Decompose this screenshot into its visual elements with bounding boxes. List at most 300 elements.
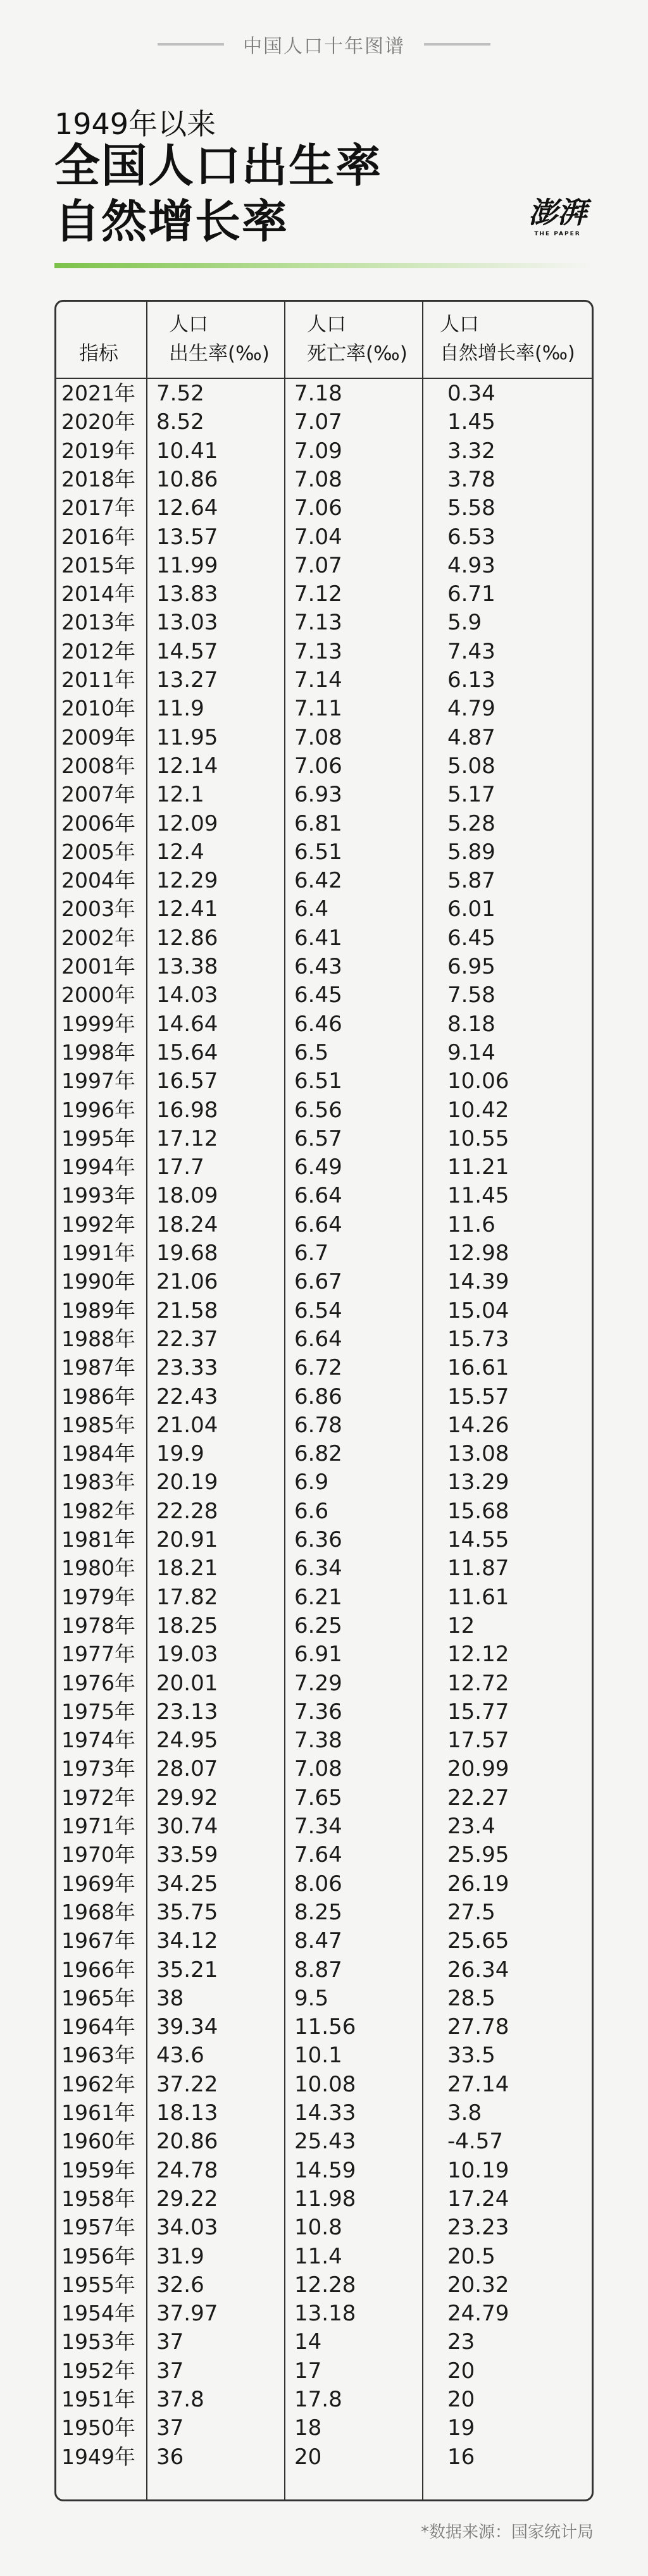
table-row [56, 1697, 592, 1726]
table-row [56, 2012, 592, 2041]
year-cell: 2011年 [61, 667, 135, 692]
death-rate-cell: 6.7 [294, 1241, 329, 1266]
death-rate-cell: 14 [294, 2329, 322, 2355]
death-rate-cell: 17.8 [294, 2387, 342, 2412]
table-row [56, 2070, 592, 2098]
death-rate-cell: 7.07 [294, 409, 342, 435]
year-cell: 2019年 [61, 438, 135, 463]
table-row [56, 1038, 592, 1067]
year-cell: 2020年 [61, 409, 135, 435]
header-growth-rate-line1: 人口 [440, 313, 479, 336]
table-row [56, 1840, 592, 1869]
accent-bar [54, 263, 594, 268]
growth-rate-cell: 6.13 [447, 667, 495, 693]
birth-rate-cell: 29.92 [156, 1785, 218, 1811]
table-row [56, 551, 592, 579]
death-rate-cell: 6.57 [294, 1125, 342, 1151]
death-rate-cell: 7.07 [294, 552, 342, 578]
growth-rate-cell: 8.18 [447, 1011, 495, 1037]
growth-rate-cell: 4.87 [447, 724, 495, 750]
year-cell: 1977年 [61, 1642, 135, 1667]
growth-rate-cell: 20 [447, 2358, 475, 2384]
year-cell: 1966年 [61, 1957, 135, 1982]
growth-rate-cell: 11.61 [447, 1584, 509, 1610]
caption-rule-right [424, 43, 490, 46]
death-rate-cell: 7.18 [294, 381, 342, 406]
header-birth-rate-line1: 人口 [169, 313, 208, 336]
death-rate-cell: 14.33 [294, 2100, 356, 2126]
death-rate-cell: 6.46 [294, 1011, 342, 1037]
year-cell: 2003年 [61, 896, 135, 922]
growth-rate-cell: 19 [447, 2415, 475, 2441]
birth-rate-cell: 39.34 [156, 2014, 218, 2040]
birth-rate-cell: 18.25 [156, 1613, 218, 1638]
table-row [56, 1296, 592, 1325]
death-rate-cell: 6.82 [294, 1441, 342, 1467]
growth-rate-cell: 15.77 [447, 1699, 509, 1725]
table-row [56, 1353, 592, 1382]
birth-rate-cell: 22.28 [156, 1498, 218, 1524]
growth-rate-cell: 11.6 [447, 1211, 495, 1237]
death-rate-cell: 6.51 [294, 1068, 342, 1094]
death-rate-cell: 7.34 [294, 1814, 342, 1839]
year-cell: 1998年 [61, 1039, 135, 1065]
birth-rate-cell: 37 [156, 2329, 184, 2355]
svg-text:澎湃: 澎湃 [528, 195, 587, 230]
growth-rate-cell: 3.8 [447, 2100, 482, 2126]
birth-rate-cell: 21.06 [156, 1269, 218, 1295]
source-note: *数据来源：国家统计局 [420, 2523, 594, 2542]
table-row [56, 1898, 592, 1926]
growth-rate-cell: 10.42 [447, 1097, 509, 1123]
birth-rate-cell: 36 [156, 2444, 184, 2470]
year-cell: 2017年 [61, 495, 135, 521]
birth-rate-cell: 11.99 [156, 552, 218, 578]
birth-rate-cell: 13.57 [156, 524, 218, 550]
growth-rate-cell: 15.57 [447, 1384, 509, 1409]
birth-rate-cell: 37 [156, 2415, 184, 2441]
birth-rate-cell: 20.01 [156, 1670, 218, 1696]
growth-rate-cell: 7.43 [447, 638, 495, 664]
year-cell: 2014年 [61, 581, 135, 607]
table-row [56, 1955, 592, 1984]
table-row [56, 1525, 592, 1554]
year-cell: 1978年 [61, 1613, 135, 1638]
death-rate-cell: 6.49 [294, 1155, 342, 1180]
table-row [56, 1325, 592, 1353]
growth-rate-cell: 20.32 [447, 2272, 509, 2298]
table-row [56, 1010, 592, 1038]
birth-rate-cell: 35.75 [156, 1899, 218, 1925]
death-rate-cell: 6.25 [294, 1613, 342, 1638]
year-cell: 2021年 [61, 381, 135, 406]
birth-rate-cell: 21.58 [156, 1297, 218, 1323]
growth-rate-cell: 5.17 [447, 782, 495, 808]
growth-rate-cell: 17.24 [447, 2186, 509, 2212]
birth-rate-cell: 28.07 [156, 1756, 218, 1782]
year-cell: 2010年 [61, 696, 135, 721]
svg-text:THE PAPER: THE PAPER [534, 231, 581, 237]
table-row [56, 1239, 592, 1267]
growth-rate-cell: 5.9 [447, 610, 482, 636]
death-rate-cell: 6.78 [294, 1412, 342, 1438]
death-rate-cell: 7.06 [294, 753, 342, 779]
table-row [56, 1640, 592, 1668]
table-row [56, 981, 592, 1009]
death-rate-cell: 6.56 [294, 1097, 342, 1123]
table-row [56, 2184, 592, 2213]
growth-rate-cell: 14.55 [447, 1527, 509, 1552]
header-indicator [56, 302, 146, 378]
birth-rate-cell: 7.52 [156, 381, 204, 406]
year-cell: 1969年 [61, 1871, 135, 1896]
birth-rate-cell: 13.38 [156, 954, 218, 979]
birth-rate-cell: 22.43 [156, 1384, 218, 1409]
birth-rate-cell: 14.03 [156, 982, 218, 1008]
death-rate-cell: 6.41 [294, 925, 342, 951]
table-row [56, 465, 592, 493]
growth-rate-cell: 5.87 [447, 868, 495, 894]
death-rate-cell: 13.18 [294, 2301, 356, 2327]
death-rate-cell: 6.67 [294, 1269, 342, 1295]
caption-rule-left [158, 43, 224, 46]
growth-rate-cell: 28.5 [447, 1985, 495, 2011]
birth-rate-cell: 43.6 [156, 2043, 204, 2069]
table-row [56, 1554, 592, 1582]
year-cell: 1961年 [61, 2100, 135, 2125]
table-row [56, 2443, 592, 2471]
birth-rate-cell: 14.57 [156, 638, 218, 664]
birth-rate-cell: 16.98 [156, 1097, 218, 1123]
table-row [56, 1267, 592, 1296]
table-row [56, 866, 592, 895]
birth-rate-cell: 13.27 [156, 667, 218, 693]
year-cell: 1985年 [61, 1412, 135, 1437]
growth-rate-cell: 20.5 [447, 2243, 495, 2269]
table-row [56, 1382, 592, 1411]
table-row [56, 2098, 592, 2127]
table-row [56, 1669, 592, 1697]
growth-rate-cell: 17.57 [447, 1728, 509, 1754]
growth-rate-cell: 6.71 [447, 581, 495, 607]
year-cell: 1993年 [61, 1183, 135, 1208]
death-rate-cell: 6.4 [294, 896, 329, 922]
table-row [56, 1153, 592, 1181]
death-rate-cell: 6.5 [294, 1039, 329, 1065]
death-rate-cell: 7.08 [294, 724, 342, 750]
death-rate-cell: 14.59 [294, 2157, 356, 2183]
birth-rate-cell: 12.86 [156, 925, 218, 951]
table-row [56, 1926, 592, 1955]
table-row [56, 1067, 592, 1095]
growth-rate-cell: 25.65 [447, 1928, 509, 1954]
table-row [56, 924, 592, 952]
growth-rate-cell: 9.14 [447, 1039, 495, 1065]
growth-rate-cell: 6.01 [447, 896, 495, 922]
death-rate-cell: 20 [294, 2444, 322, 2470]
birth-rate-cell: 20.91 [156, 1527, 218, 1552]
birth-rate-cell: 17.12 [156, 1125, 218, 1151]
birth-rate-cell: 17.82 [156, 1584, 218, 1610]
table-row [56, 1181, 592, 1210]
table-row [56, 2413, 592, 2442]
birth-rate-cell: 13.83 [156, 581, 218, 607]
year-cell: 2007年 [61, 782, 135, 807]
birth-rate-cell: 24.78 [156, 2157, 218, 2183]
table-row [56, 2385, 592, 2413]
table-row [56, 1726, 592, 1754]
growth-rate-cell: 12.98 [447, 1241, 509, 1266]
year-cell: 2004年 [61, 868, 135, 893]
death-rate-cell: 6.51 [294, 839, 342, 865]
year-cell: 1973年 [61, 1756, 135, 1781]
year-cell: 2018年 [61, 466, 135, 492]
table-row [56, 2127, 592, 2155]
top-caption-text: 中国人口十年图谱 [243, 35, 405, 58]
table-row [56, 838, 592, 866]
top-caption [0, 32, 648, 57]
birth-rate-cell: 24.95 [156, 1728, 218, 1754]
year-cell: 1963年 [61, 2043, 135, 2068]
header-death-rate-line2: 死亡率(‰) [307, 342, 408, 365]
year-cell: 1981年 [61, 1527, 135, 1552]
table-row [56, 1439, 592, 1468]
growth-rate-cell: 13.29 [447, 1470, 509, 1495]
birth-rate-cell: 12.64 [156, 495, 218, 521]
death-rate-cell: 11.56 [294, 2014, 356, 2040]
growth-rate-cell: 10.55 [447, 1125, 509, 1151]
table-row [56, 2299, 592, 2327]
death-rate-cell: 6.6 [294, 1498, 329, 1524]
death-rate-cell: 7.12 [294, 581, 342, 607]
table-row [56, 1497, 592, 1525]
birth-rate-cell: 18.09 [156, 1183, 218, 1209]
birth-rate-cell: 37 [156, 2358, 184, 2384]
growth-rate-cell: 5.89 [447, 839, 495, 865]
table-row [56, 895, 592, 923]
table-row [56, 437, 592, 465]
growth-rate-cell: 27.5 [447, 1899, 495, 1925]
birth-rate-cell: 19.9 [156, 1441, 204, 1467]
year-cell: 1953年 [61, 2329, 135, 2355]
page-title [54, 138, 382, 249]
year-cell: 1951年 [61, 2387, 135, 2412]
birth-rate-cell: 21.04 [156, 1412, 218, 1438]
table-row [56, 493, 592, 522]
death-rate-cell: 6.36 [294, 1527, 342, 1552]
growth-rate-cell: 26.19 [447, 1871, 509, 1897]
table-row [56, 752, 592, 780]
table-row [56, 2327, 592, 2356]
birth-rate-cell: 14.64 [156, 1011, 218, 1037]
year-cell: 1976年 [61, 1670, 135, 1695]
year-cell: 1950年 [61, 2415, 135, 2441]
table-row [56, 694, 592, 722]
death-rate-cell: 8.06 [294, 1871, 342, 1897]
birth-rate-cell: 10.41 [156, 438, 218, 464]
table-row [56, 2270, 592, 2299]
year-cell: 1990年 [61, 1269, 135, 1294]
birth-rate-cell: 12.29 [156, 868, 218, 894]
growth-rate-cell: 5.58 [447, 495, 495, 521]
year-cell: 1986年 [61, 1384, 135, 1409]
year-cell: 1968年 [61, 1899, 135, 1924]
header-growth-rate-line2: 自然增长率(‰) [440, 342, 575, 364]
subtitle: 1949年以来 [54, 107, 216, 141]
growth-rate-cell: 25.95 [447, 1842, 509, 1868]
data-table [54, 300, 594, 2501]
table-row [56, 1611, 592, 1640]
death-rate-cell: 17 [294, 2358, 322, 2384]
death-rate-cell: 12.28 [294, 2272, 356, 2298]
death-rate-cell: 6.21 [294, 1584, 342, 1610]
table-row [56, 523, 592, 551]
year-cell: 2012年 [61, 638, 135, 664]
death-rate-cell: 6.9 [294, 1470, 329, 1495]
year-cell: 1995年 [61, 1125, 135, 1151]
year-cell: 1991年 [61, 1241, 135, 1265]
death-rate-cell: 11.98 [294, 2186, 356, 2212]
year-cell: 1999年 [61, 1011, 135, 1036]
birth-rate-cell: 15.64 [156, 1039, 218, 1065]
growth-rate-cell: 15.73 [447, 1326, 509, 1352]
year-cell: 1997年 [61, 1068, 135, 1094]
table-row [56, 1411, 592, 1439]
growth-rate-cell: 23.4 [447, 1814, 495, 1839]
year-cell: 1984年 [61, 1441, 135, 1466]
death-rate-cell: 8.87 [294, 1957, 342, 1983]
growth-rate-cell: 15.68 [447, 1498, 509, 1524]
year-cell: 1965年 [61, 1985, 135, 2010]
birth-rate-cell: 37.22 [156, 2071, 218, 2097]
growth-rate-cell: 5.08 [447, 753, 495, 779]
birth-rate-cell: 38 [156, 1985, 184, 2011]
growth-rate-cell: 11.21 [447, 1155, 509, 1180]
birth-rate-cell: 12.14 [156, 753, 218, 779]
birth-rate-cell: 18.21 [156, 1556, 218, 1582]
growth-rate-cell: 27.14 [447, 2071, 509, 2097]
birth-rate-cell: 33.59 [156, 1842, 218, 1868]
growth-rate-cell: 24.79 [447, 2301, 509, 2327]
table-row [56, 952, 592, 981]
header-indicator-label: 指标 [79, 342, 118, 365]
year-cell: 1980年 [61, 1556, 135, 1581]
year-cell: 1949年 [61, 2444, 135, 2469]
table-row [56, 780, 592, 808]
birth-rate-cell: 11.95 [156, 724, 218, 750]
birth-rate-cell: 20.19 [156, 1470, 218, 1495]
death-rate-cell: 6.64 [294, 1211, 342, 1237]
year-cell: 1964年 [61, 2014, 135, 2040]
birth-rate-cell: 11.9 [156, 696, 204, 722]
birth-rate-cell: 16.57 [156, 1068, 218, 1094]
birth-rate-cell: 8.52 [156, 409, 204, 435]
birth-rate-cell: 34.12 [156, 1928, 218, 1954]
year-cell: 2000年 [61, 982, 135, 1008]
year-cell: 1996年 [61, 1097, 135, 1122]
birth-rate-cell: 29.22 [156, 2186, 218, 2212]
death-rate-cell: 6.42 [294, 868, 342, 894]
year-cell: 1967年 [61, 1928, 135, 1954]
death-rate-cell: 10.8 [294, 2215, 342, 2241]
death-rate-cell: 6.81 [294, 810, 342, 836]
year-cell: 2006年 [61, 810, 135, 836]
year-cell: 1992年 [61, 1211, 135, 1237]
year-cell: 1970年 [61, 1842, 135, 1867]
death-rate-cell: 6.54 [294, 1297, 342, 1323]
growth-rate-cell: 13.08 [447, 1441, 509, 1467]
table-row [56, 1124, 592, 1153]
death-rate-cell: 7.09 [294, 438, 342, 464]
year-cell: 1954年 [61, 2301, 135, 2326]
death-rate-cell: 8.47 [294, 1928, 342, 1954]
growth-rate-cell: 12.12 [447, 1642, 509, 1668]
header-birth-rate-line2: 出生率(‰) [169, 342, 270, 365]
death-rate-cell: 7.36 [294, 1699, 342, 1725]
death-rate-cell: 10.1 [294, 2043, 342, 2069]
year-cell: 2009年 [61, 724, 135, 750]
growth-rate-cell: 20.99 [447, 1756, 509, 1782]
growth-rate-cell: 15.04 [447, 1297, 509, 1323]
growth-rate-cell: 11.45 [447, 1183, 509, 1209]
death-rate-cell: 25.43 [294, 2129, 356, 2155]
year-cell: 1989年 [61, 1297, 135, 1323]
year-cell: 1958年 [61, 2186, 135, 2211]
birth-rate-cell: 37.97 [156, 2301, 218, 2327]
year-cell: 1987年 [61, 1355, 135, 1380]
table-row [56, 723, 592, 752]
year-cell: 1972年 [61, 1785, 135, 1810]
birth-rate-cell: 12.09 [156, 810, 218, 836]
growth-rate-cell: 1.45 [447, 409, 495, 435]
growth-rate-cell: 23 [447, 2329, 475, 2355]
growth-rate-cell: 12.72 [447, 1670, 509, 1696]
growth-rate-cell: 20 [447, 2387, 475, 2412]
growth-rate-cell: 12 [447, 1613, 475, 1638]
header-birth-rate [146, 302, 284, 378]
year-cell: 1994年 [61, 1155, 135, 1180]
birth-rate-cell: 13.03 [156, 610, 218, 636]
death-rate-cell: 10.08 [294, 2071, 356, 2097]
table-row [56, 1096, 592, 1124]
table-row [56, 666, 592, 694]
death-rate-cell: 7.29 [294, 1670, 342, 1696]
death-rate-cell: 7.08 [294, 466, 342, 492]
death-rate-cell: 18 [294, 2415, 322, 2441]
birth-rate-cell: 12.4 [156, 839, 204, 865]
table-row [56, 579, 592, 608]
growth-rate-cell: 6.45 [447, 925, 495, 951]
death-rate-cell: 11.4 [294, 2243, 342, 2269]
death-rate-cell: 7.38 [294, 1728, 342, 1754]
title-line-2: 自然增长率 [54, 195, 289, 248]
growth-rate-cell: 10.06 [447, 1068, 509, 1094]
death-rate-cell: 6.93 [294, 782, 342, 808]
growth-rate-cell: 0.34 [447, 381, 495, 406]
year-cell: 1983年 [61, 1470, 135, 1495]
year-cell: 1959年 [61, 2157, 135, 2183]
table-row [56, 1210, 592, 1239]
birth-rate-cell: 18.24 [156, 1211, 218, 1237]
table-row [56, 2242, 592, 2270]
growth-rate-cell: 14.39 [447, 1269, 509, 1295]
death-rate-cell: 7.13 [294, 610, 342, 636]
year-cell: 1975年 [61, 1699, 135, 1724]
year-cell: 1979年 [61, 1584, 135, 1609]
birth-rate-cell: 32.6 [156, 2272, 204, 2298]
year-cell: 2005年 [61, 839, 135, 864]
birth-rate-cell: 19.68 [156, 1241, 218, 1266]
